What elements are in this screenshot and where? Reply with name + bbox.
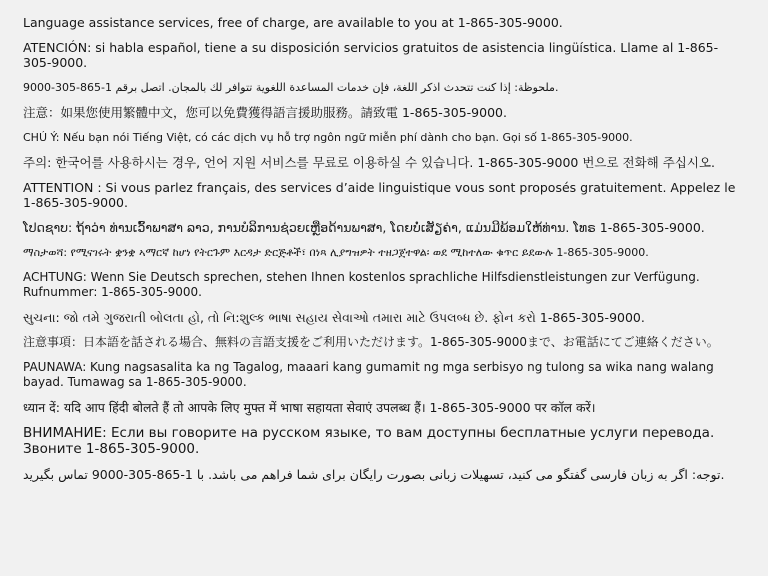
notice-russian: ВНИМАНИЕ: Если вы говорите на русском языке, то вам доступны бесплатные услуги перевода. Звоните 1-865-305-9000. [23,425,715,457]
notice-gujarati: સુચના: જો તમે ગુજરાતી બોલતા હો, તો નિ:શુલ્ક ભાષા સહાય સેવાઓ તમારા માટે ઉપલબ્ધ છે. ફોન કરો 1-865-305-9000. [23,310,645,325]
language-assistance-notice [23,15,745,492]
notice-lao: ໂປດຊາບ: ຖ້າວ່າ ທ່ານເວົ້າພາສາ ລາວ, ການບໍລິການຊ່ວຍເຫຼືອດ້ານພາສາ, ໂດຍບໍ່ເສັຽຄ່າ, ແມ່ນມີພ້ອມໃຫ້ທ່ານ. ໂທຣ 1-865-305-9000. [23,220,705,235]
notice-persian: توجه: اگر به زبان فارسی گفتگو می کنید، تسهیلات زبانی بصورت رایگان برای شما فراهم می باشد. با 1-865-305-9000 تماس بگیرید. [23,467,725,482]
notice-tagalog: PAUNAWA: Kung nagsasalita ka ng Tagalog, maaari kang gumamit ng mga serbisyo ng tulong sa wika nang walang bayad. Tumawag sa 1-865-305-9000. [23,360,714,389]
notice-hindi: ध्यान दें: यदि आप हिंदी बोलते हैं तो आपके लिए मुफ्त में भाषा सहायता सेवाएं उपलब्ध हैं। 1-865-305-9000 पर कॉल करें। [23,400,596,415]
notice-english: Language assistance services, free of charge, are available to you at 1-865-305-9000. [23,15,563,30]
notice-vietnamese: CHÚ Ý: Nếu bạn nói Tiếng Việt, có các dịch vụ hỗ trợ ngôn ngữ miễn phí dành cho bạn. Gọi số 1-865-305-9000. [23,131,633,144]
notice-arabic: ملحوظة: إذا كنت تتحدث اذكر اللغة، فإن خدمات المساعدة اللغوية تتوافر لك بالمجان. اتصل برقم 1-865-305-9000. [23,81,559,94]
notice-spanish: ATENCIÓN: si habla español, tiene a su disposición servicios gratuitos de asistencia lingüística. Llame al 1-865-305-9000. [23,40,719,70]
notice-japanese: 注意事項：日本語を話される場合、無料の言語支援をご利用いただけます。1-865-305-9000まで、お電話にてご連絡ください。 [23,335,719,349]
notice-german: ACHTUNG: Wenn Sie Deutsch sprechen, stehen Ihnen kostenlos sprachliche Hilfsdienstleistungen zur Verfügung. Rufnummer: 1-865-305-9000. [23,270,700,299]
notice-chinese: 注意：如果您使用繁體中文，您可以免費獲得語言援助服務。請致電 1-865-305-9000. [23,105,507,120]
notice-korean: 주의: 한국어를 사용하시는 경우, 언어 지원 서비스를 무료로 이용하실 수 있습니다. 1-865-305-9000 번으로 전화해 주십시오. [23,155,715,170]
notice-french: ATTENTION : Si vous parlez français, des services d’aide linguistique vous sont proposés gratuitement. Appelez le 1-865-305-9000. [23,180,736,210]
notice-amharic: ማስታወሻ: የሚናገሩት ቋንቋ ኣማርኛ ከሆነ የትርጉም እርዳታ ድርጅቶች፣ በነጻ ሊያግዝዎት ተዘጋጀተዋል፡ ወደ ሚከተለው ቁጥር ይደውሉ 1-865-305-9000. [23,246,649,259]
